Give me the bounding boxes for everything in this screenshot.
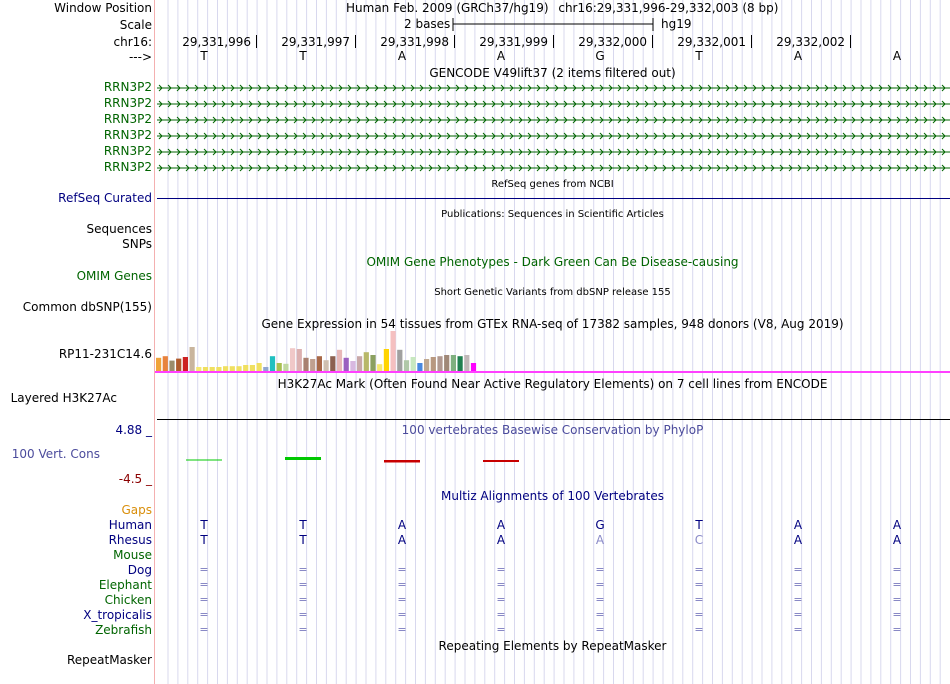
ruler-tick-label: 29,331,998 (380, 35, 449, 49)
alignment-gap: = (298, 623, 308, 636)
alignment-gap: = (793, 623, 803, 636)
gene-feature[interactable] (157, 96, 950, 112)
alignment-gap: = (694, 593, 704, 606)
ruler-tick-label: 29,331,996 (182, 35, 251, 49)
species-label[interactable]: Zebrafish (95, 623, 152, 637)
alignment-gap: = (298, 593, 308, 606)
gtex-tissue-bar (297, 349, 302, 371)
ruler-tick-mark (751, 35, 752, 48)
ruler-tick-mark (553, 35, 554, 48)
refseq-track-title: RefSeq genes from NCBI (491, 179, 614, 190)
h3k27ac-track-title: H3K27Ac Mark (Often Found Near Active Regulatory Elements) on 7 cell lines from ENCODE (277, 377, 828, 391)
alignment-gap: = (298, 608, 308, 621)
gtex-tissue-bar (230, 366, 235, 371)
gtex-tissue-bar (350, 361, 355, 371)
gtex-tissue-bar (163, 356, 168, 371)
dna-base: A (397, 49, 407, 63)
gene-feature[interactable] (157, 144, 950, 160)
species-label[interactable]: Mouse (113, 548, 152, 562)
gtex-tissue-bar (377, 364, 382, 371)
alignment-gap: = (496, 563, 506, 576)
gtex-tissue-bar (190, 347, 195, 371)
alignment-base: T (200, 518, 208, 532)
gtex-gene-baseline (155, 371, 950, 373)
alignment-gap: = (892, 593, 902, 606)
gtex-expression-bars[interactable] (155, 330, 950, 375)
gene-feature[interactable] (157, 128, 950, 144)
alignment-gap: = (397, 563, 407, 576)
alignment-gap: = (496, 623, 506, 636)
gtex-tissue-bar (384, 349, 389, 371)
conservation-max-label: 4.88 _ (115, 423, 152, 437)
gene-label[interactable]: RRN3P2 (103, 96, 152, 110)
alignment-base: T (200, 533, 208, 547)
ruler-tick-label: 29,332,000 (578, 35, 647, 49)
alignment-gap: = (298, 578, 308, 591)
snps-track-label[interactable]: SNPs (122, 237, 152, 251)
ruler-tick-mark (454, 35, 455, 48)
alignment-gap: = (496, 578, 506, 591)
dbsnp-track-title: Short Genetic Variants from dbSNP release 155 (434, 287, 671, 298)
conservation-score-bar (483, 460, 519, 462)
alignment-base: G (595, 518, 605, 532)
gtex-track-label[interactable]: RP11-231C14.6 (58, 347, 152, 361)
gtex-tissue-bar (424, 359, 429, 371)
alignment-gap: = (199, 563, 209, 576)
scale-label: Scale (119, 18, 152, 32)
ruler-tick-label: 29,331,997 (281, 35, 350, 49)
species-label[interactable]: Elephant (98, 578, 152, 592)
gene-label[interactable]: RRN3P2 (103, 160, 152, 174)
gtex-tissue-bar (344, 358, 349, 371)
gtex-tissue-bar (270, 356, 275, 371)
alignment-gap: = (892, 578, 902, 591)
alignment-gap: = (793, 578, 803, 591)
window-position-label: Window Position (54, 1, 152, 15)
gaps-label: Gaps (121, 503, 152, 517)
alignment-base: T (299, 518, 307, 532)
gtex-tissue-bar (156, 358, 161, 371)
gtex-tissue-bar (310, 359, 315, 371)
ruler-tick-mark (256, 35, 257, 48)
gtex-tissue-bar (216, 367, 221, 371)
repeatmasker-track-label[interactable]: RepeatMasker (66, 653, 152, 667)
gtex-tissue-bar (210, 367, 215, 371)
publications-track-label[interactable]: Sequences (86, 222, 152, 236)
alignment-gap: = (595, 623, 605, 636)
alignment-base: A (892, 518, 902, 532)
gene-label[interactable]: RRN3P2 (103, 144, 152, 158)
conservation-track-label[interactable]: 100 Vert. Cons (11, 447, 100, 461)
alignment-gap: = (199, 623, 209, 636)
ruler-tick-mark (355, 35, 356, 48)
gtex-tissue-bar (397, 350, 402, 371)
gtex-tissue-bar (283, 364, 288, 371)
ruler-tick-label: 29,332,001 (677, 35, 746, 49)
dna-base: A (892, 49, 902, 63)
conservation-track-title: 100 vertebrates Basewise Conservation by PhyloP (401, 423, 704, 437)
conservation-score-bar (285, 457, 321, 460)
conservation-score-bar (384, 460, 420, 463)
alignment-base: A (397, 518, 407, 532)
gtex-tissue-bar (411, 357, 416, 371)
h3k27ac-track-label[interactable]: Layered H3K27Ac (10, 391, 117, 405)
gtex-tissue-bar (290, 348, 295, 371)
gtex-tissue-bar (277, 363, 282, 371)
gtex-tissue-bar (337, 350, 342, 371)
publications-track-title: Publications: Sequences in Scientific Articles (441, 209, 664, 220)
scale-bar (450, 17, 660, 33)
alignment-base: T (299, 533, 307, 547)
alignment-gap: = (793, 563, 803, 576)
alignment-gap: = (595, 563, 605, 576)
gtex-tissue-bar (317, 356, 322, 371)
species-label[interactable]: Dog (127, 563, 152, 577)
alignment-base: A (397, 533, 407, 547)
alignment-gap: = (595, 608, 605, 621)
alignment-gap: = (199, 578, 209, 591)
alignment-gap: = (298, 563, 308, 576)
assembly-name: Human Feb. 2009 (GRCh37/hg19) (346, 1, 549, 15)
conservation-min-label: -4.5 _ (118, 472, 152, 486)
alignment-base: A (595, 533, 605, 547)
alignment-gap: = (694, 563, 704, 576)
scale-text: 2 bases (404, 17, 451, 31)
alignment-gap: = (793, 608, 803, 621)
gtex-track-title: Gene Expression in 54 tissues from GTEx RNA-seq of 17382 samples, 948 donors (V8, Aug 2019) (261, 317, 844, 331)
gene-feature[interactable] (157, 160, 950, 176)
ruler-tick-mark (850, 35, 851, 48)
repeatmasker-track-title: Repeating Elements by RepeatMasker (438, 639, 667, 653)
refseq-track-label[interactable]: RefSeq Curated (58, 191, 152, 205)
alignment-base: C (694, 533, 704, 547)
species-label[interactable]: Human (108, 518, 152, 532)
gene-label[interactable]: RRN3P2 (103, 80, 152, 94)
gene-label[interactable]: RRN3P2 (103, 128, 152, 142)
dna-base: T (695, 49, 703, 63)
alignment-gap: = (892, 563, 902, 576)
gtex-tissue-bar (431, 357, 436, 371)
conservation-score-bar (186, 460, 222, 461)
ruler-tick-label: 29,331,999 (479, 35, 548, 49)
alignment-gap: = (199, 593, 209, 606)
alignment-base: A (496, 533, 506, 547)
alignment-gap: = (397, 623, 407, 636)
alignment-gap: = (595, 578, 605, 591)
species-label[interactable]: Chicken (104, 593, 152, 607)
omim-track-title: OMIM Gene Phenotypes - Dark Green Can Be Disease-causing (366, 255, 739, 269)
gtex-tissue-bar (330, 356, 335, 371)
gtex-tissue-bar (257, 363, 262, 371)
gtex-tissue-bar (183, 357, 188, 371)
gtex-tissue-bar (169, 361, 174, 371)
gtex-tissue-bar (357, 356, 362, 371)
alignment-gap: = (595, 593, 605, 606)
gtex-tissue-bar (471, 363, 476, 371)
refseq-baseline (157, 198, 950, 199)
ruler-tick-label: 29,332,002 (776, 35, 845, 49)
gtex-tissue-bar (236, 366, 241, 371)
gtex-tissue-bar (370, 355, 375, 371)
gtex-tissue-bar (196, 367, 201, 371)
multiz-track-title: Multiz Alignments of 100 Vertebrates (440, 489, 665, 503)
gtex-tissue-bar (203, 367, 208, 371)
alignment-gap: = (694, 608, 704, 621)
gene-feature[interactable] (157, 80, 950, 96)
gtex-tissue-bar (444, 355, 449, 371)
alignment-gap: = (397, 578, 407, 591)
species-label[interactable]: Rhesus (108, 533, 152, 547)
gtex-tissue-bar (324, 360, 329, 371)
gtex-tissue-bar (176, 359, 181, 371)
alignment-base: A (793, 518, 803, 532)
ruler-tick-mark (652, 35, 653, 48)
gene-label[interactable]: RRN3P2 (103, 112, 152, 126)
alignment-gap: = (694, 623, 704, 636)
gtex-tissue-bar (243, 365, 248, 371)
alignment-gap: = (496, 593, 506, 606)
alignment-gap: = (199, 608, 209, 621)
alignment-base: A (496, 518, 506, 532)
alignment-gap: = (694, 578, 704, 591)
dna-base: A (496, 49, 506, 63)
dbsnp-track-label[interactable]: Common dbSNP(155) (22, 300, 152, 314)
alignment-gap: = (496, 608, 506, 621)
gene-feature[interactable] (157, 112, 950, 128)
conservation-graph[interactable] (155, 436, 950, 486)
alignment-base: A (892, 533, 902, 547)
alignment-gap: = (892, 608, 902, 621)
alignment-gap: = (397, 593, 407, 606)
gtex-tissue-bar (364, 352, 369, 371)
chrom-label: chr16: (113, 35, 152, 49)
gtex-tissue-bar (464, 355, 469, 371)
scale-db: hg19 (661, 17, 692, 31)
position-range: chr16:29,331,996-29,332,003 (8 bp) (558, 1, 779, 15)
window-position-text (346, 1, 778, 15)
gtex-tissue-bar (303, 358, 308, 371)
h3k27ac-baseline (157, 419, 950, 420)
gtex-tissue-bar (417, 363, 422, 371)
gtex-tissue-bar (437, 356, 442, 371)
alignment-base: A (793, 533, 803, 547)
gencode-track-title: GENCODE V49lift37 (2 items filtered out) (429, 66, 676, 80)
omim-track-label[interactable]: OMIM Genes (76, 269, 152, 283)
gtex-tissue-bar (458, 356, 463, 371)
dna-base: T (200, 49, 208, 63)
alignment-gap: = (793, 593, 803, 606)
strand-label: ---> (128, 50, 152, 64)
gtex-tissue-bar (250, 365, 255, 371)
alignment-base: T (695, 518, 703, 532)
species-label[interactable]: X_tropicalis (83, 608, 152, 622)
dna-base: T (299, 49, 307, 63)
dna-base: G (595, 49, 605, 63)
alignment-gap: = (397, 608, 407, 621)
gtex-tissue-bar (404, 360, 409, 371)
gtex-tissue-bar (391, 331, 396, 371)
gtex-tissue-bar (223, 366, 228, 371)
gtex-tissue-bar (451, 355, 456, 371)
gtex-tissue-bar (263, 367, 268, 371)
alignment-gap: = (892, 623, 902, 636)
dna-base: A (793, 49, 803, 63)
